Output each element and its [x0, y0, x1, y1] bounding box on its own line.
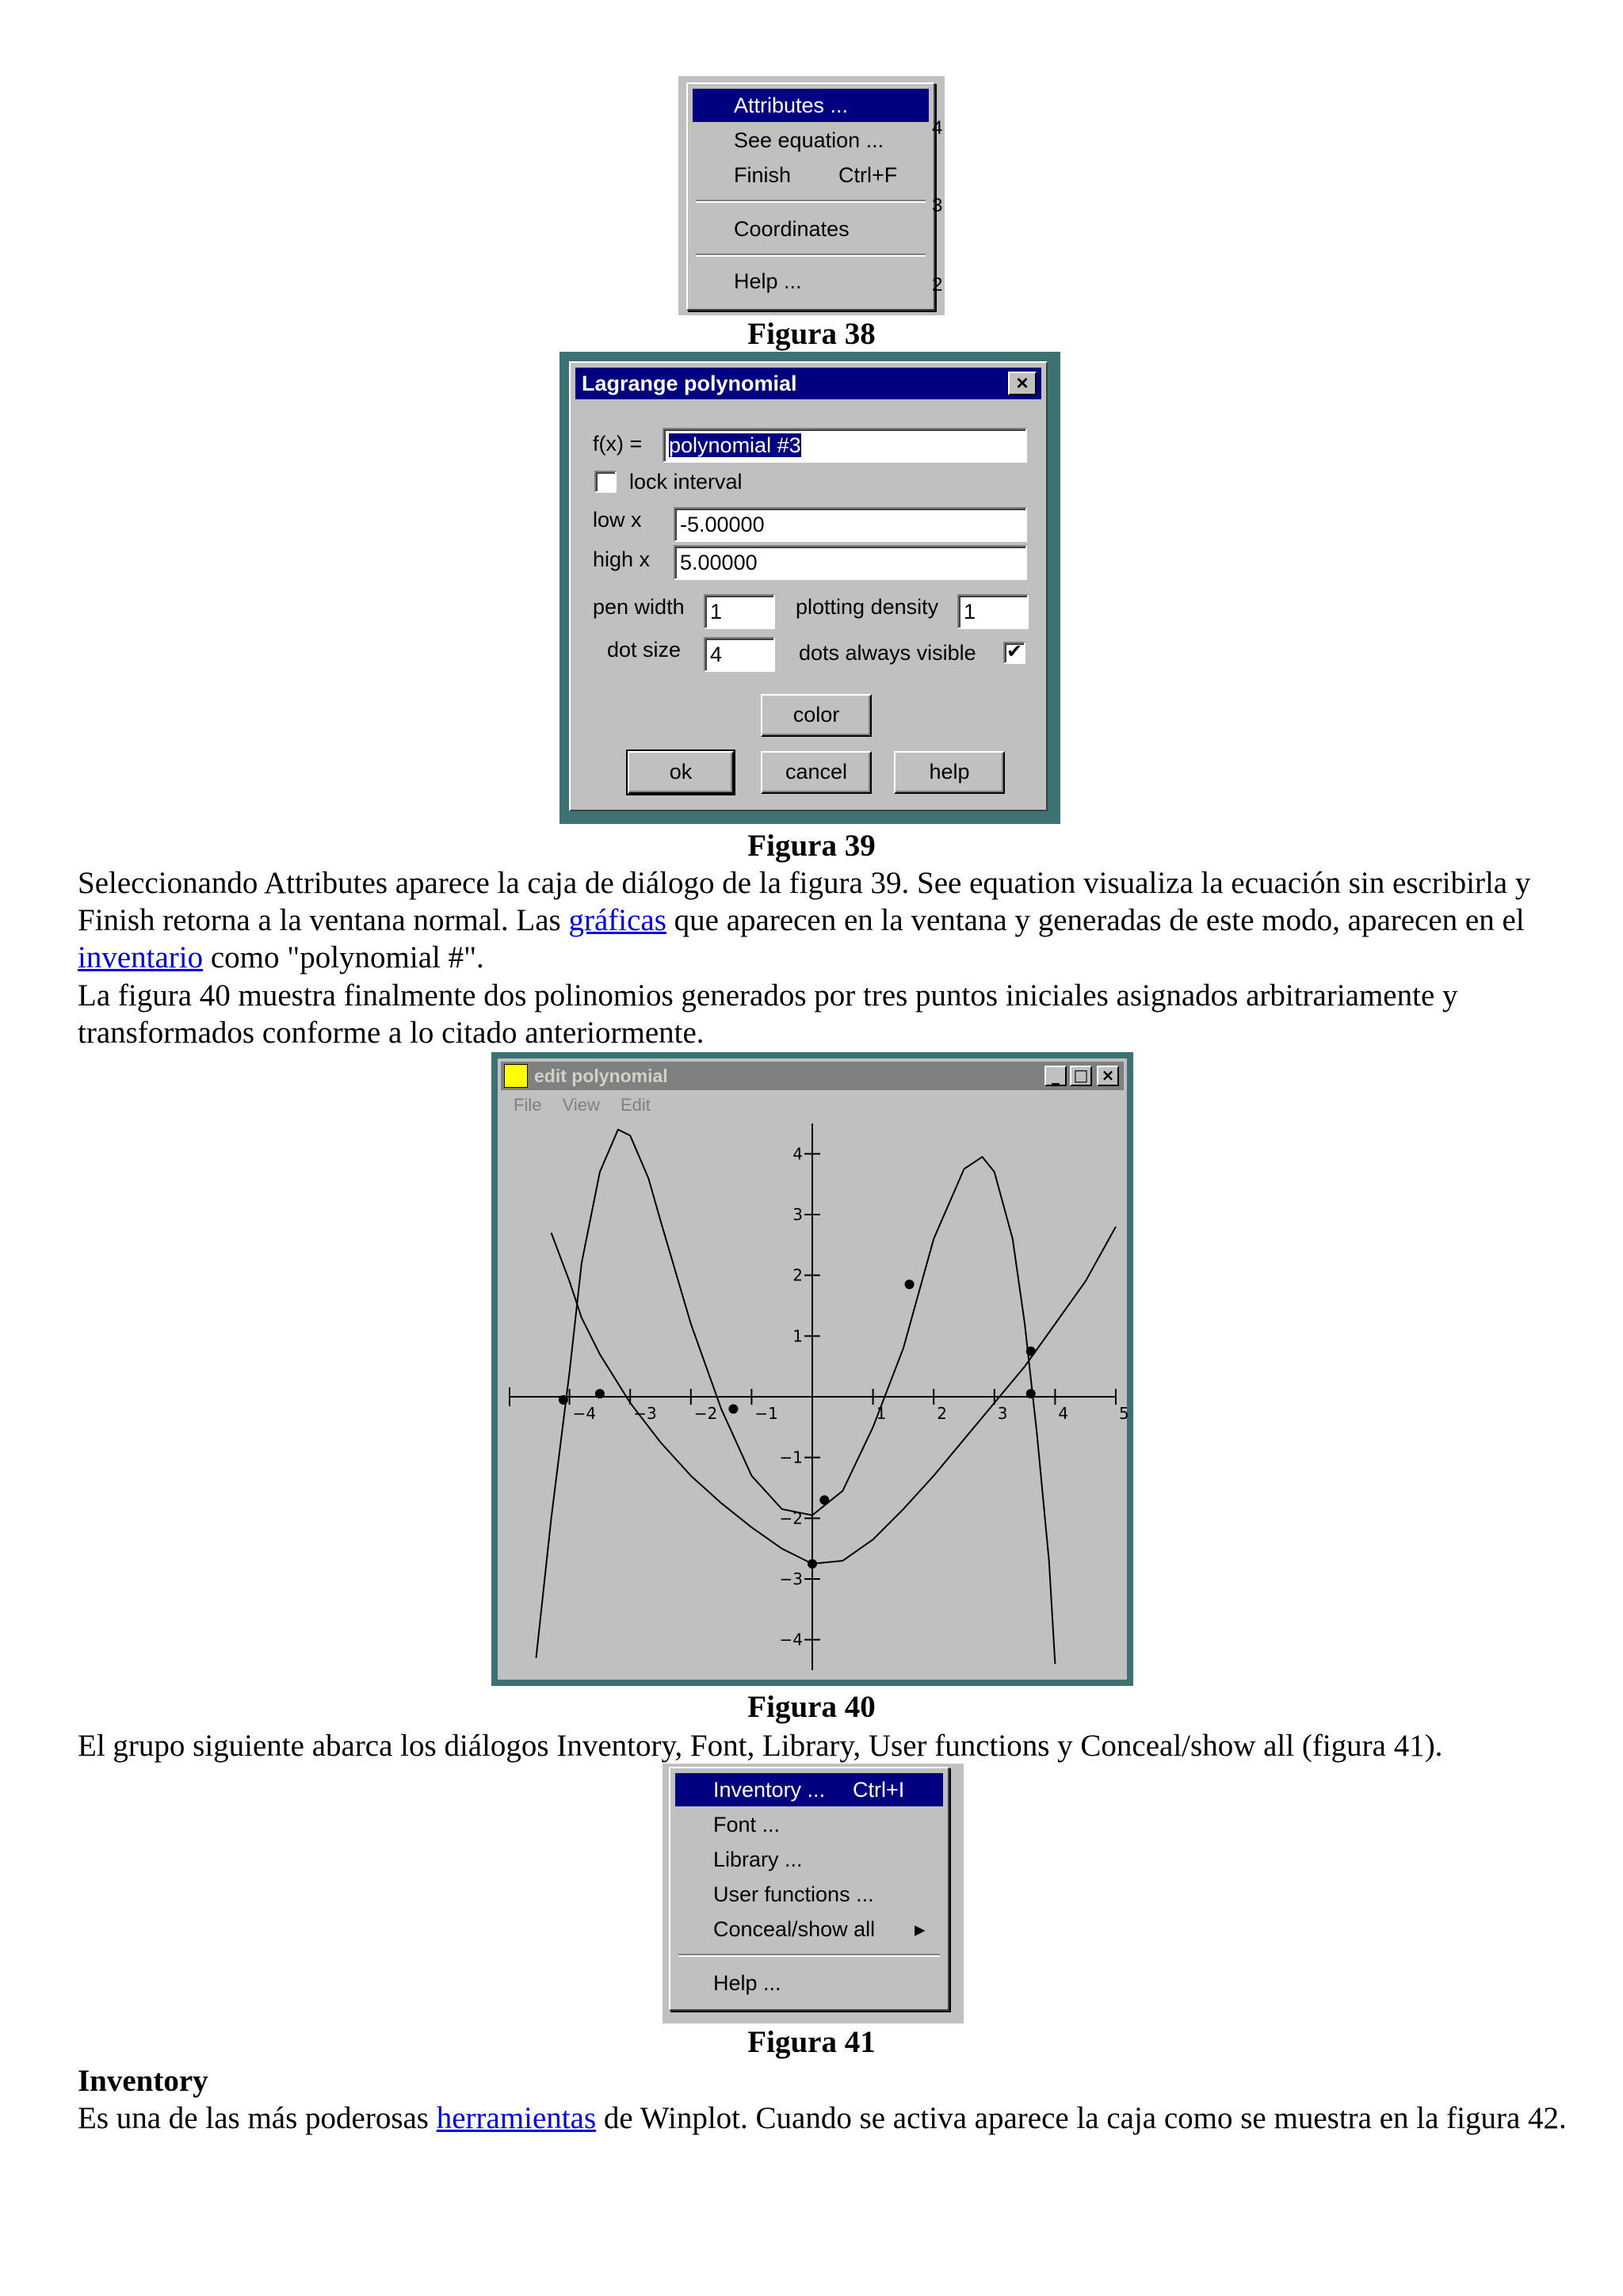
menu-item-coordinates[interactable] [693, 212, 929, 246]
dialog-body [569, 361, 1048, 811]
paragraph-grupo-siguiente: El grupo siguiente abarca los diálogos Inventory, Font, Library, User functions y Conceal/show all (figura 41). [78, 1729, 1443, 1763]
data-point [1026, 1389, 1036, 1398]
menu-item-accelerator: Ctrl+F [838, 163, 898, 187]
figure-41-caption: Figura 41 [747, 2025, 876, 2059]
paragraph-figura-40: La figura 40 muestra finalmente dos polinomios generados por tres puntos iniciales asignados arbitrariamente y transformados conforme a lo citado anteriormente. [78, 978, 1458, 1050]
text: de Winplot. Cuando se activa aparece la caja como se muestra en la figura 42. [596, 2101, 1567, 2135]
window-title-bar[interactable] [501, 1062, 1124, 1090]
menu-item-label: Attributes ... [734, 93, 849, 117]
check-icon: ✔ [1006, 642, 1023, 662]
menu-item-help[interactable] [675, 1966, 943, 2000]
lock-interval-label: lock interval [629, 470, 743, 494]
menu-item-conceal-show-all[interactable] [675, 1913, 943, 1946]
y-tick-label: −3 [779, 1569, 803, 1589]
edge-char: 3 [932, 195, 943, 216]
edge-char: 2 [932, 274, 943, 296]
menu-separator [696, 200, 926, 203]
x-tick-label: −4 [572, 1404, 597, 1423]
menu-item-inventory[interactable] [675, 1773, 943, 1806]
dots-always-visible-checkbox[interactable] [1003, 642, 1025, 664]
figure-38 [678, 76, 945, 315]
help-button[interactable]: help [894, 751, 1005, 794]
window-body [498, 1058, 1127, 1680]
menu-item-label: Library ... [713, 1848, 803, 1871]
winplot-icon [504, 1064, 528, 1088]
x-tick-label: −1 [754, 1404, 778, 1423]
data-point [808, 1559, 817, 1569]
menu-item-label: Inventory ... [713, 1778, 826, 1802]
text: que aparecen en la ventana y generadas de este modo, aparecen en el [666, 903, 1525, 937]
fx-label: f(x) = [593, 432, 643, 456]
menu-item-label: User functions ... [713, 1882, 874, 1906]
data-point [728, 1404, 738, 1413]
dot-size-label: dot size [607, 638, 682, 662]
figure-40-caption: Figura 40 [747, 1690, 876, 1724]
menu-separator [678, 1954, 940, 1957]
context-menu-polynomial [686, 82, 935, 311]
menu-item-label: Coordinates [734, 217, 850, 241]
y-tick-label: −4 [779, 1630, 803, 1650]
cancel-button[interactable]: cancel [761, 751, 872, 794]
heading-inventory: Inventory [78, 2064, 208, 2098]
figure-38-caption: Figura 38 [747, 317, 876, 351]
data-point [1026, 1347, 1036, 1356]
menu-item-label: Help ... [713, 1971, 781, 1995]
menu-file[interactable]: File [514, 1095, 542, 1115]
menu-item-finish[interactable] [693, 158, 929, 192]
menu-item-label: See equation ... [734, 128, 884, 152]
dots-always-visible-label: dots always visible [799, 641, 976, 665]
text: Seleccionando Attributes aparece la caja de diálogo de la figura 39. See equation visualiza la ecuación sin escribirla y Finish retorna a la ventana normal. Las [78, 866, 1531, 937]
dialog-title-bar[interactable] [575, 368, 1041, 399]
menu-item-user-functions[interactable] [675, 1878, 943, 1911]
y-tick-label: −2 [779, 1508, 803, 1528]
ok-button[interactable]: ok [628, 751, 734, 794]
data-point [595, 1389, 605, 1398]
dot-size-input[interactable]: 4 [704, 637, 775, 672]
color-button[interactable]: color [761, 694, 872, 737]
menu-item-help[interactable] [693, 265, 929, 298]
edge-char: 4 [932, 117, 943, 139]
x-tick-label: 3 [997, 1404, 1008, 1423]
close-button[interactable] [1097, 1066, 1119, 1086]
lock-interval-checkbox[interactable] [594, 471, 617, 493]
text: como "polynomial #". [203, 940, 484, 974]
pen-width-label: pen width [593, 595, 685, 619]
fx-value: polynomial #3 [669, 433, 801, 457]
paragraph-attributes [78, 864, 1583, 976]
menu-item-attributes[interactable] [693, 89, 929, 122]
edit-polynomial-window [491, 1052, 1133, 1686]
low-x-label: low x [593, 508, 642, 532]
menu-view[interactable]: View [562, 1095, 600, 1115]
menu-edit[interactable]: Edit [621, 1095, 651, 1115]
x-tick-label: 1 [876, 1404, 887, 1423]
link-graficas[interactable]: gráficas [568, 903, 666, 937]
y-tick-label: 3 [792, 1205, 803, 1224]
menu-item-label: Font ... [713, 1813, 781, 1836]
x-tick-label: −3 [633, 1404, 657, 1423]
y-tick-label: 2 [792, 1265, 803, 1285]
window-title: edit polynomial [534, 1066, 668, 1086]
menu-separator [696, 254, 926, 257]
menu-item-see-equation[interactable] [693, 124, 929, 157]
context-menu-dialogs [669, 1767, 949, 2011]
high-x-label: high x [593, 547, 651, 571]
high-x-input[interactable]: 5.00000 [674, 545, 1027, 580]
menu-item-label: Conceal/show all [713, 1917, 876, 1941]
menu-item-library[interactable] [675, 1843, 943, 1876]
fx-input[interactable] [663, 428, 1027, 463]
x-tick-label: 4 [1058, 1404, 1069, 1423]
dialog-title: Lagrange polynomial [582, 372, 797, 395]
figure-41 [663, 1764, 964, 2023]
menu-item-label: Finish [734, 163, 792, 187]
maximize-icon: □ [1073, 1066, 1089, 1085]
data-point [819, 1495, 829, 1505]
x-tick-label: 2 [937, 1404, 947, 1423]
plotting-density-input[interactable]: 1 [957, 594, 1029, 629]
minimize-icon: _ [1052, 1066, 1060, 1085]
data-point [559, 1395, 568, 1405]
menu-item-label: Help ... [734, 269, 802, 293]
minimize-button[interactable] [1044, 1066, 1067, 1086]
paragraph-inventory [78, 2100, 1583, 2137]
x-tick-label: −2 [693, 1404, 718, 1423]
menu-item-font[interactable] [675, 1808, 943, 1841]
y-tick-label: 4 [792, 1144, 803, 1164]
x-tick-label: 5 [1119, 1404, 1129, 1423]
y-tick-label: −1 [779, 1447, 803, 1467]
figure-39-caption: Figura 39 [747, 829, 876, 863]
close-icon: × [1101, 1066, 1115, 1085]
submenu-arrow-icon: ▸ [915, 1917, 926, 1941]
lagrange-polynomial-dialog [559, 352, 1060, 824]
data-point [905, 1280, 915, 1289]
close-icon: × [1016, 371, 1029, 395]
text: Es una de las más poderosas [78, 2101, 437, 2135]
menu-item-accelerator: Ctrl+I [853, 1778, 905, 1802]
polynomial-plot [509, 1123, 1129, 1670]
plotting-density-label: plotting density [796, 595, 939, 619]
close-button[interactable] [1008, 372, 1037, 395]
link-inventario[interactable]: inventario [78, 940, 204, 974]
menu-bar [514, 1095, 666, 1116]
low-x-input[interactable]: -5.00000 [674, 507, 1027, 542]
link-herramientas[interactable]: herramientas [436, 2101, 597, 2135]
y-tick-label: 1 [792, 1326, 803, 1346]
maximize-button[interactable] [1070, 1066, 1092, 1086]
pen-width-input[interactable]: 1 [704, 594, 775, 629]
